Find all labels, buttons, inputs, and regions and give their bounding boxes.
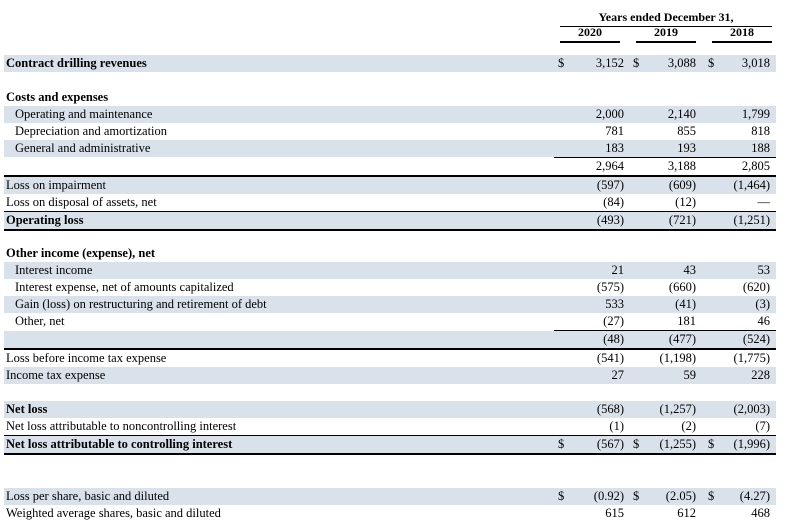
value-2019: (1,255) [659, 437, 696, 451]
table-row [4, 313, 776, 330]
years-header: Years ended December 31, [560, 10, 772, 27]
value-2020: (27) [603, 314, 624, 328]
value-2018: (4.27) [739, 489, 770, 503]
currency-symbol: $ [558, 437, 565, 451]
value-2019: 181 [677, 314, 696, 328]
value-2020: 533 [605, 297, 624, 311]
value-2020: (48) [603, 332, 624, 346]
currency-symbol: $ [558, 489, 565, 503]
year-2018-header: 2018 [712, 25, 772, 43]
table-row [4, 177, 776, 194]
row-label: General and administrative [15, 141, 151, 155]
table-row [4, 279, 776, 296]
row-label: Other income (expense), net [6, 246, 156, 260]
value-2020: (1) [609, 419, 624, 433]
value-2018: (524) [742, 332, 770, 346]
value-2019: (1,257) [659, 402, 696, 416]
table-row [4, 123, 776, 140]
table-row [4, 488, 776, 505]
value-2020: 3,152 [595, 56, 624, 70]
currency-symbol: $ [558, 56, 565, 70]
value-2020: (568) [596, 402, 624, 416]
value-2018: 1,799 [741, 107, 770, 121]
table-row [4, 350, 776, 367]
currency-symbol: $ [708, 437, 715, 451]
value-2018: 3,018 [741, 56, 770, 70]
value-2019: (41) [675, 297, 696, 311]
row-label: Contract drilling revenues [6, 56, 147, 70]
row-label: Income tax expense [6, 368, 106, 382]
row-label: Loss per share, basic and diluted [6, 489, 170, 503]
value-2019: 2,140 [667, 107, 696, 121]
value-2018: 53 [757, 263, 770, 277]
year-2020-header: 2020 [560, 25, 620, 43]
row-label: Net loss attributable to controlling interest [6, 437, 233, 451]
value-2018: — [757, 195, 770, 209]
value-2018: 228 [751, 368, 770, 382]
row-label: Net loss [6, 402, 48, 416]
value-2019: (12) [675, 195, 696, 209]
value-2019: (2) [681, 419, 696, 433]
table-row [4, 505, 776, 522]
value-2020: (493) [596, 213, 624, 227]
section-heading [4, 245, 776, 262]
table-row [4, 418, 776, 435]
row-label: Other, net [15, 314, 65, 328]
row-label: Interest expense, net of amounts capitalized [15, 280, 234, 294]
value-2019: 3,188 [667, 159, 696, 173]
value-2020: (567) [596, 437, 624, 451]
currency-symbol: $ [633, 437, 640, 451]
table-row [4, 262, 776, 279]
value-2020: 183 [605, 141, 624, 155]
value-2020: 27 [611, 368, 624, 382]
value-2019: 59 [683, 368, 696, 382]
table-row [4, 140, 776, 157]
value-2020: 615 [605, 506, 624, 520]
value-2018: (1,251) [733, 213, 770, 227]
value-2018: 46 [757, 314, 770, 328]
row-label: Depreciation and amortization [15, 124, 168, 138]
total-row [4, 212, 776, 229]
value-2019: (609) [668, 178, 696, 192]
currency-symbol: $ [633, 489, 640, 503]
value-2018: (620) [742, 280, 770, 294]
value-2018: 818 [751, 124, 770, 138]
row-label: Loss on disposal of assets, net [6, 195, 157, 209]
currency-symbol: $ [708, 56, 715, 70]
table-row [4, 106, 776, 123]
row-label: Loss before income tax expense [6, 351, 167, 365]
value-2018: (2,003) [733, 402, 770, 416]
value-2020: 781 [605, 124, 624, 138]
value-2018: 468 [751, 506, 770, 520]
divider [4, 453, 776, 455]
table-row [4, 401, 776, 418]
year-2019-header: 2019 [636, 25, 696, 43]
row-label: Gain (loss) on restructuring and retirement of debt [15, 297, 267, 311]
value-2020: (84) [603, 195, 624, 209]
value-2020: 21 [611, 263, 624, 277]
value-2018: (1,775) [733, 351, 770, 365]
table-row [4, 296, 776, 313]
value-2020: 2,000 [595, 107, 624, 121]
value-2018: (7) [755, 419, 770, 433]
value-2018: (3) [755, 297, 770, 311]
row-label: Costs and expenses [6, 90, 109, 104]
subtotal-row [4, 158, 776, 175]
divider [4, 229, 776, 231]
value-2018: 188 [751, 141, 770, 155]
value-2019: 3,088 [667, 56, 696, 70]
row-label: Operating loss [6, 213, 84, 227]
section-heading [4, 89, 776, 106]
value-2020: (597) [596, 178, 624, 192]
value-2018: 2,805 [741, 159, 770, 173]
value-2018: (1,464) [733, 178, 770, 192]
value-2020: (0.92) [593, 489, 624, 503]
value-2019: 612 [677, 506, 696, 520]
row-label: Loss on impairment [6, 178, 106, 192]
value-2020: (541) [596, 351, 624, 365]
value-2019: (477) [668, 332, 696, 346]
value-2019: (721) [668, 213, 696, 227]
value-2018: (1,996) [733, 437, 770, 451]
value-2019: 855 [677, 124, 696, 138]
table-row [4, 194, 776, 211]
row-label: Weighted average shares, basic and diluted [6, 506, 221, 520]
value-2019: (660) [668, 280, 696, 294]
value-2020: (575) [596, 280, 624, 294]
table-row [4, 367, 776, 384]
value-2019: 43 [683, 263, 696, 277]
value-2019: 193 [677, 141, 696, 155]
value-2019: (1,198) [659, 351, 696, 365]
row-label: Net loss attributable to noncontrolling interest [6, 419, 237, 433]
currency-symbol: $ [708, 489, 715, 503]
value-2019: (2.05) [665, 489, 696, 503]
row-label: Operating and maintenance [15, 107, 153, 121]
subtotal-row [4, 331, 776, 348]
total-row [4, 436, 776, 453]
table-row [4, 55, 776, 72]
value-2020: 2,964 [595, 159, 624, 173]
row-label: Interest income [15, 263, 93, 277]
currency-symbol: $ [633, 56, 640, 70]
